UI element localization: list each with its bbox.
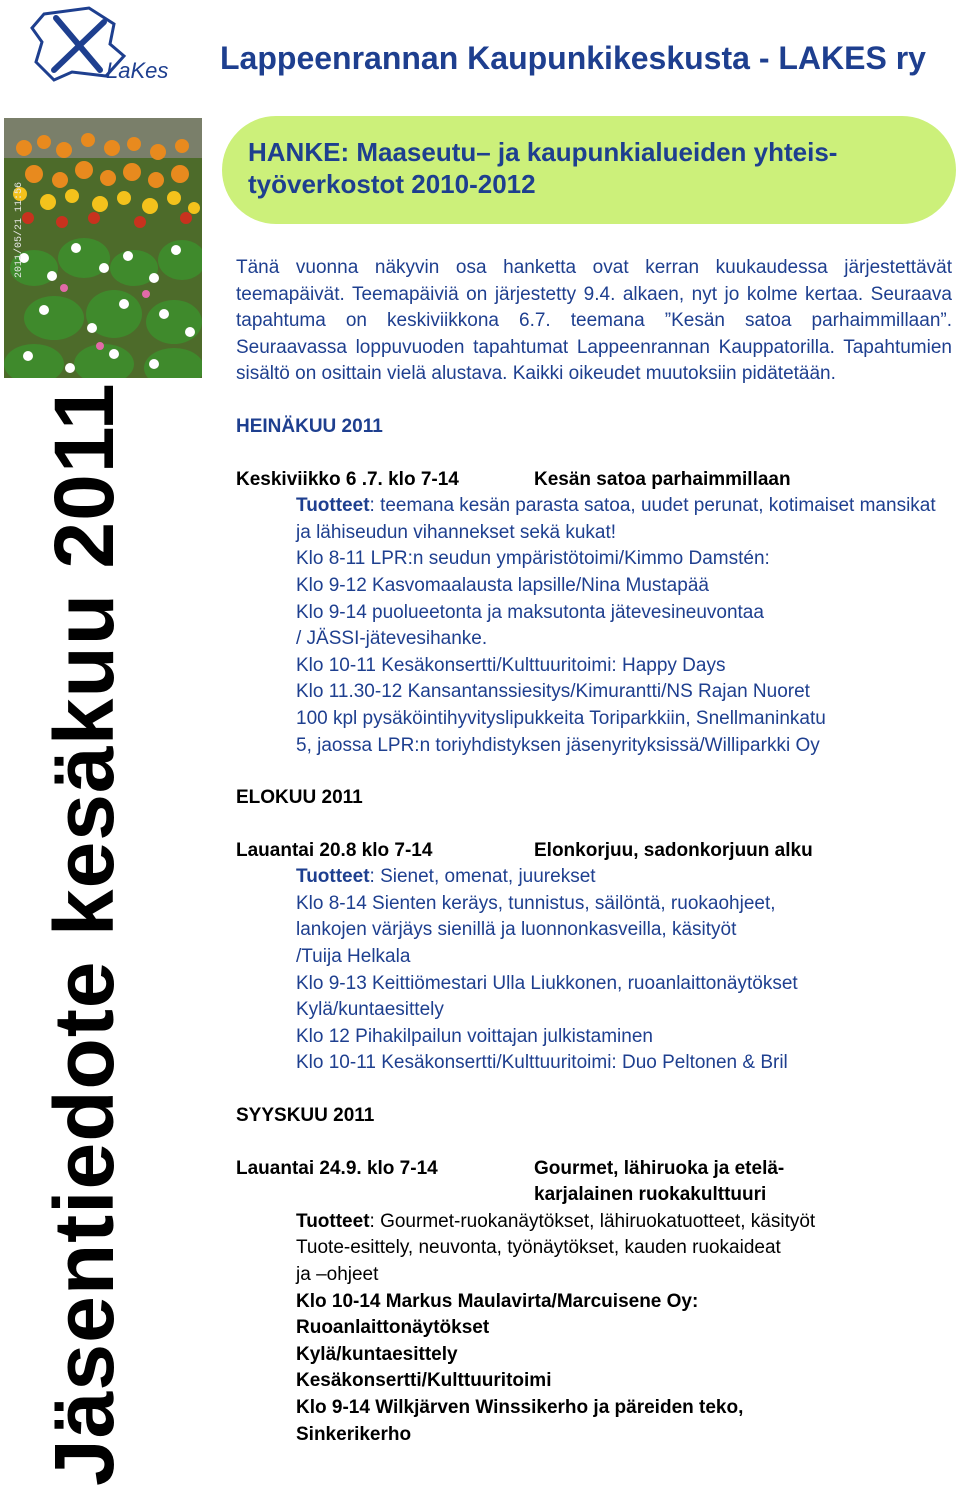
program-line: 5, jaossa LPR:n toriyhdistyksen jäsenyrityksissä/Williparkki Oy — [296, 734, 820, 756]
program-line-bold: Ruoanlaittonäytökset — [296, 1317, 490, 1339]
products-label: Tuotteet — [296, 1210, 370, 1232]
project-banner — [222, 116, 956, 224]
program-line-bold: Klo 10-14 Markus Maulavirta/Marcuisene Oy: — [296, 1290, 699, 1312]
lakes-logo — [14, 4, 184, 84]
event-name: Elonkorjuu, sadonkorjuun alku — [534, 839, 813, 861]
program-line: Tuote-esittely, neuvonta, työnäytökset, kauden ruokaideat — [296, 1237, 781, 1259]
event-date: Lauantai 24.9. klo 7-14 — [236, 1157, 438, 1179]
event-header-august — [236, 838, 952, 865]
event-name: Kesän satoa parhaimmillaan — [534, 468, 791, 490]
products-text: : Sienet, omenat, juurekset — [369, 866, 596, 888]
products-text: : teemana kesän parasta satoa, uudet perunat, kotimaiset mansikat ja lähiseudun vihannekset sekä kukat! — [296, 495, 936, 543]
program-line: Klo 9-13 Keittiömestari Ulla Liukkonen, ruoanlaittonäytökset — [296, 972, 798, 994]
program-line: Klo 9-12 Kasvomaalausta lapsille/Nina Mustapää — [296, 574, 709, 596]
logo-text: LaKes — [106, 58, 169, 83]
program-line-bold: Klo 9-14 Wilkjärven Winssikerho ja päreiden teko, — [296, 1396, 744, 1418]
program-line-bold: Sinkerikerho — [296, 1423, 412, 1445]
program-line: Klo 8-11 LPR:n seudun ympäristötoimi/Kimmo Damstén: — [296, 548, 770, 570]
event-details-september — [296, 1209, 952, 1448]
program-line-bold: Kylä/kuntaesittely — [296, 1343, 458, 1365]
event-header-july — [236, 467, 952, 494]
event-header-september — [236, 1156, 952, 1209]
program-line: 100 kpl pysäköintihyvityslipukkeita Toriparkkiin, Snellmaninkatu — [296, 707, 826, 729]
program-line: Kylä/kuntaesittely — [296, 999, 444, 1021]
month-heading-july: HEINÄKUU 2011 — [236, 415, 383, 437]
products-line — [296, 1209, 952, 1236]
event-name-line-2: karjalainen ruokakulttuuri — [534, 1184, 767, 1206]
program-line: Klo 11.30-12 Kansantanssiesitys/Kimurantti/NS Rajan Nuoret — [296, 681, 810, 703]
org-title: Lappeenrannan Kaupunkikeskusta - LAKES ry — [220, 40, 926, 76]
event-details-july — [296, 493, 952, 759]
month-heading-september: SYYSKUU 2011 — [236, 1105, 375, 1127]
logo-icon — [14, 4, 184, 84]
program-line: lankojen värjäys sienillä ja luonnonkasveilla, käsityöt — [296, 919, 737, 941]
program-line: Klo 10-11 Kesäkonsertti/Kulttuuritoimi: Duo Peltonen & Bril — [296, 1052, 788, 1074]
program-line: Klo 8-14 Sienten keräys, tunnistus, säilöntä, ruokaohjeet, — [296, 892, 776, 914]
newsletter-content — [236, 255, 952, 1448]
program-line: Klo 12 Pihakilpailun voittajan julkistaminen — [296, 1025, 653, 1047]
event-details-august — [296, 864, 952, 1077]
program-line: / JÄSSI-jätevesihanke. — [296, 628, 488, 650]
program-line: ja –ohjeet — [296, 1264, 379, 1285]
event-date: Keskiviikko 6 .7. klo 7-14 — [236, 468, 459, 490]
products-label: Tuotteet — [296, 495, 370, 517]
products-text: : Gourmet-ruokanäytökset, lähiruokatuotteet, käsityöt — [369, 1210, 816, 1232]
program-line: /Tuija Helkala — [296, 946, 411, 968]
products-line — [296, 493, 952, 546]
photo-timestamp: 2011/05/21 11:56 — [14, 181, 25, 278]
event-date: Lauantai 20.8 klo 7-14 — [236, 839, 433, 861]
side-title: Jäsentiedote kesäkuu 2011 — [37, 382, 131, 1486]
program-line: Klo 9-14 puolueetonta ja maksutonta jätevesineuvontaa — [296, 601, 764, 623]
banner-title — [248, 136, 948, 200]
program-line: Klo 10-11 Kesäkonsertti/Kulttuuritoimi: Happy Days — [296, 654, 726, 676]
program-line-bold: Kesäkonsertti/Kulttuuritoimi — [296, 1370, 552, 1392]
month-heading-august: ELOKUU 2011 — [236, 787, 363, 809]
flower-photo — [4, 118, 202, 378]
event-name-line-1: Gourmet, lähiruoka ja etelä- — [534, 1157, 785, 1179]
products-line — [296, 864, 952, 891]
intro-paragraph: Tänä vuonna näkyvin osa hanketta ovat kerran kuukaudessa järjestettävät teemapäivät. Teemapäiviä on järjestetty 9.4. alkaen, nyt jo kolme kertaa. Seuraava tapahtuma on keskiviikkona 6.7. teemana ”Kesän satoa parhaimmillaan”. Seuraavassa loppuvuoden tapahtumat Lappeenrannan Kauppatorilla. Tapahtumien sisältö on osittain vielä alustava. Kaikki oikeudet muutoksiin pidätetään. — [236, 257, 952, 385]
banner-line-1: HANKE: Maaseutu– ja kaupunkialueiden yhteis- — [248, 137, 838, 167]
banner-line-2: työverkostot 2010-2012 — [248, 169, 536, 199]
event-name — [534, 1156, 784, 1209]
products-label: Tuotteet — [296, 866, 370, 888]
